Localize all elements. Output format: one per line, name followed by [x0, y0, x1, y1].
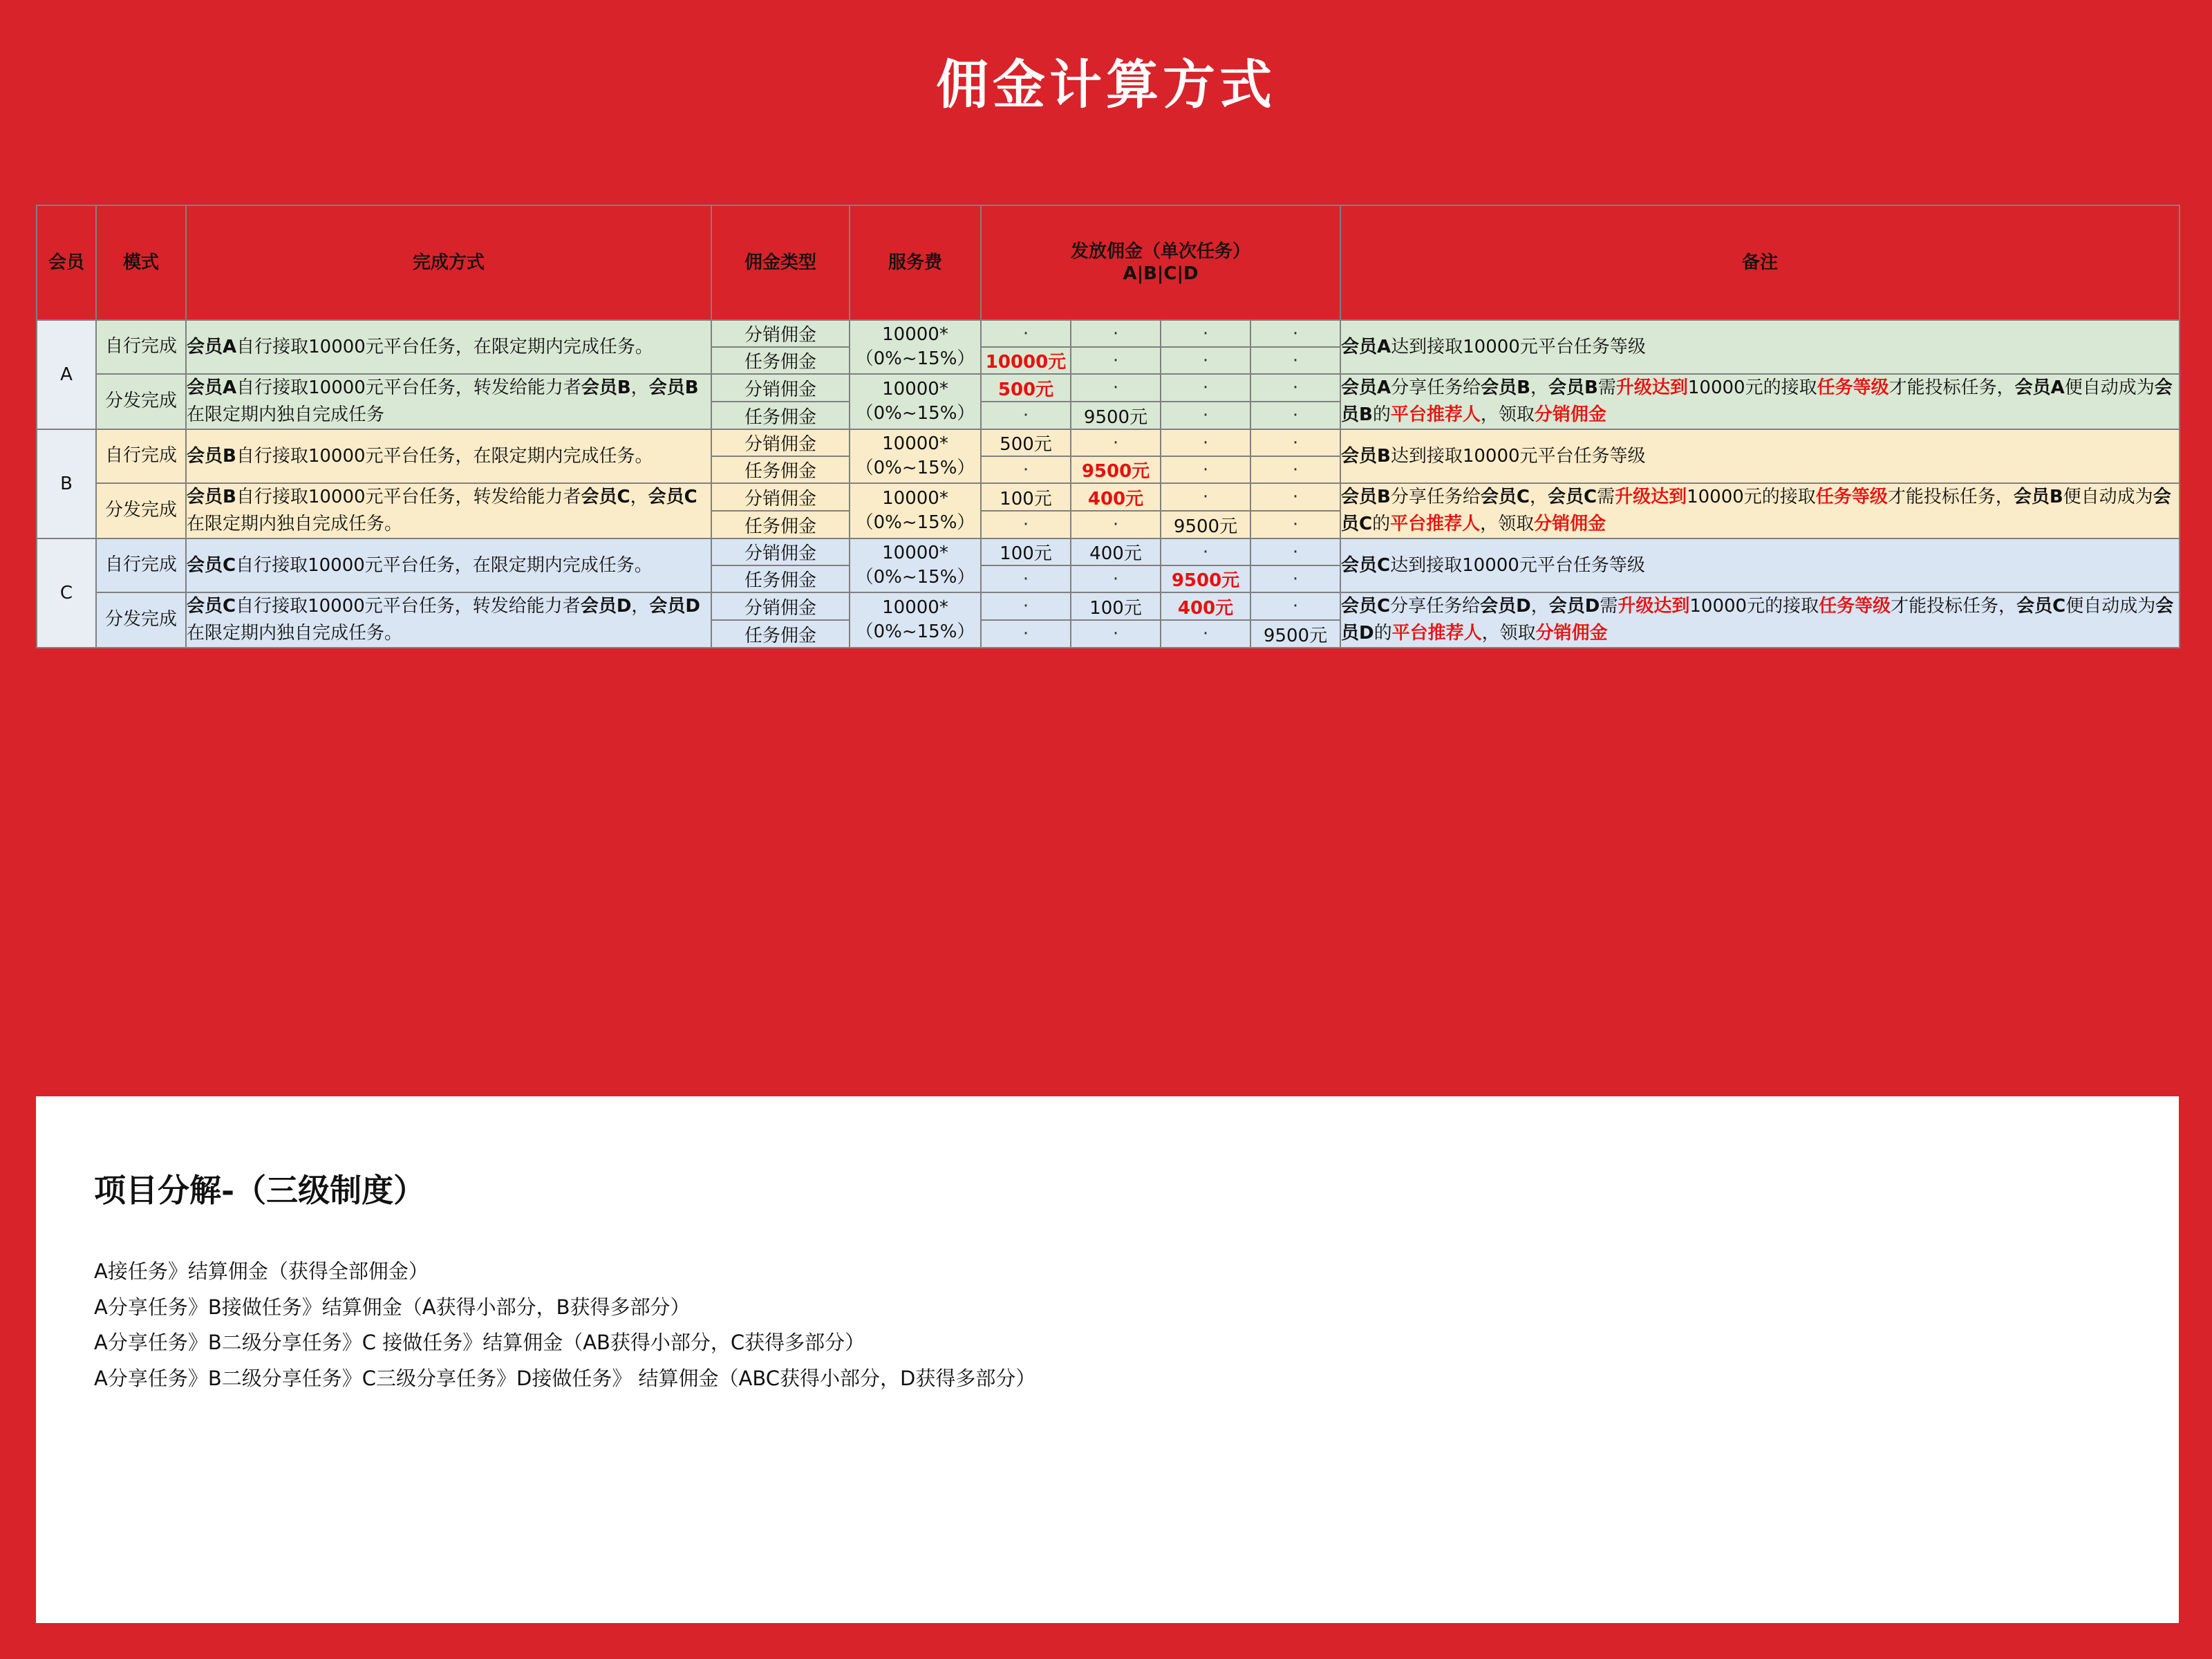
cell-payout-d: · — [1250, 456, 1340, 483]
breakdown-line: A接任务》结算佣金（获得全部佣金） — [94, 1259, 429, 1283]
cell-method: 会员C自行接取10000元平台任务，在限定期内完成任务。 — [186, 538, 711, 592]
cell-mode: 自行完成 — [96, 320, 186, 374]
cell-payout-d: · — [1250, 320, 1340, 347]
cell-commission-type: 分销佣金 — [711, 483, 850, 511]
cell-payout-b: · — [1071, 374, 1161, 402]
cell-payout-a: · — [981, 620, 1071, 648]
cell-mode: 分发完成 — [96, 483, 186, 538]
cell-payout-a: · — [981, 511, 1071, 538]
cell-payout-b: · — [1071, 429, 1161, 456]
cell-payout-a: 10000元 — [981, 347, 1071, 374]
cell-payout-a: · — [981, 592, 1071, 620]
cell-payout-a: 100元 — [981, 538, 1071, 565]
breakdown-line: A分享任务》B二级分享任务》C 接做任务》结算佣金（AB获得小部分，C获得多部分） — [94, 1331, 865, 1355]
table-row — [37, 483, 2180, 511]
header-service-fee: 服务费 — [850, 205, 981, 320]
header-payout-line2: A|B|C|D — [1123, 263, 1199, 284]
cell-payout-b: · — [1071, 320, 1161, 347]
cell-payout-c: · — [1161, 456, 1250, 483]
header-payout — [981, 205, 1340, 320]
cell-commission-type: 任务佣金 — [711, 456, 850, 483]
cell-payout-c: · — [1161, 347, 1250, 374]
header-remark: 备注 — [1340, 205, 2180, 320]
table-row — [37, 320, 2180, 347]
cell-commission-type: 分销佣金 — [711, 592, 850, 620]
cell-service-fee: 10000* （0%~15%） — [850, 592, 981, 648]
cell-payout-d: · — [1250, 483, 1340, 511]
cell-payout-a: · — [981, 320, 1071, 347]
cell-service-fee: 10000* （0%~15%） — [850, 429, 981, 483]
commission-table — [36, 205, 2180, 648]
table-row — [37, 429, 2180, 456]
cell-payout-a: · — [981, 456, 1071, 483]
cell-remark: 会员C分享任务给会员D，会员D需升级达到10000元的接取任务等级才能投标任务，会员C便自动成为会员D的平台推荐人，领取分销佣金 — [1340, 592, 2180, 648]
cell-payout-d: · — [1250, 538, 1340, 565]
breakdown-line: A分享任务》B接做任务》结算佣金（A获得小部分，B获得多部分） — [94, 1295, 691, 1319]
cell-payout-c: · — [1161, 483, 1250, 511]
cell-commission-type: 任务佣金 — [711, 402, 850, 429]
cell-service-fee: 10000* （0%~15%） — [850, 483, 981, 538]
table-row — [37, 374, 2180, 402]
cell-payout-d: · — [1250, 511, 1340, 538]
breakdown-line: A分享任务》B二级分享任务》C三级分享任务》D接做任务》 结算佣金（ABC获得小部分，D获得多部分） — [94, 1366, 1036, 1390]
section-title: 项目分解-（三级制度） — [94, 1172, 426, 1209]
cell-method: 会员A自行接取10000元平台任务，在限定期内完成任务。 — [186, 320, 711, 374]
cell-payout-c: 9500元 — [1161, 565, 1250, 592]
cell-payout-d: · — [1250, 402, 1340, 429]
cell-payout-c: · — [1161, 320, 1250, 347]
breakdown-lines — [94, 1254, 1035, 1396]
cell-payout-c: 9500元 — [1161, 511, 1250, 538]
cell-payout-a: 500元 — [981, 374, 1071, 402]
cell-remark: 会员A达到接取10000元平台任务等级 — [1340, 320, 2180, 374]
cell-remark: 会员B达到接取10000元平台任务等级 — [1340, 429, 2180, 483]
commission-table-wrap — [36, 205, 2179, 648]
cell-mode: 分发完成 — [96, 592, 186, 648]
cell-commission-type: 分销佣金 — [711, 374, 850, 402]
cell-method: 会员B自行接取10000元平台任务，在限定期内完成任务。 — [186, 429, 711, 483]
cell-method: 会员C自行接取10000元平台任务，转发给能力者会员D，会员D在限定期内独自完成任务。 — [186, 592, 711, 648]
cell-payout-b: 100元 — [1071, 592, 1161, 620]
cell-payout-b: 400元 — [1071, 538, 1161, 565]
cell-payout-b: 400元 — [1071, 483, 1161, 511]
cell-payout-c: · — [1161, 374, 1250, 402]
cell-payout-a: · — [981, 402, 1071, 429]
cell-commission-type: 分销佣金 — [711, 429, 850, 456]
cell-payout-d: · — [1250, 429, 1340, 456]
cell-commission-type: 分销佣金 — [711, 320, 850, 347]
cell-payout-c: · — [1161, 402, 1250, 429]
table-row — [37, 538, 2180, 565]
cell-payout-b: · — [1071, 620, 1161, 648]
cell-payout-c: 400元 — [1161, 592, 1250, 620]
cell-remark: 会员A分享任务给会员B，会员B需升级达到10000元的接取任务等级才能投标任务，会员A便自动成为会员B的平台推荐人，领取分销佣金 — [1340, 374, 2180, 429]
cell-member-B: B — [37, 429, 96, 538]
cell-commission-type: 任务佣金 — [711, 511, 850, 538]
cell-commission-type: 任务佣金 — [711, 620, 850, 648]
cell-method: 会员B自行接取10000元平台任务，转发给能力者会员C，会员C在限定期内独自完成任务。 — [186, 483, 711, 538]
cell-payout-d: · — [1250, 374, 1340, 402]
cell-payout-c: · — [1161, 429, 1250, 456]
cell-payout-d: · — [1250, 592, 1340, 620]
header-method: 完成方式 — [186, 205, 711, 320]
cell-payout-b: 9500元 — [1071, 402, 1161, 429]
cell-commission-type: 分销佣金 — [711, 538, 850, 565]
cell-method: 会员A自行接取10000元平台任务，转发给能力者会员B，会员B在限定期内独自完成任务 — [186, 374, 711, 429]
cell-remark: 会员B分享任务给会员C，会员C需升级达到10000元的接取任务等级才能投标任务，会员B便自动成为会员C的平台推荐人，领取分销佣金 — [1340, 483, 2180, 538]
cell-member-C: C — [37, 538, 96, 648]
cell-payout-a: 100元 — [981, 483, 1071, 511]
cell-service-fee: 10000* （0%~15%） — [850, 538, 981, 592]
cell-payout-d: 9500元 — [1250, 620, 1340, 648]
table-body — [37, 320, 2180, 648]
cell-commission-type: 任务佣金 — [711, 347, 850, 374]
cell-payout-b: · — [1071, 565, 1161, 592]
cell-payout-b: · — [1071, 347, 1161, 374]
cell-payout-b: 9500元 — [1071, 456, 1161, 483]
cell-mode: 自行完成 — [96, 538, 186, 592]
cell-service-fee: 10000* （0%~15%） — [850, 320, 981, 374]
cell-service-fee: 10000* （0%~15%） — [850, 374, 981, 429]
table-row — [37, 592, 2180, 620]
cell-payout-a: 500元 — [981, 429, 1071, 456]
cell-mode: 分发完成 — [96, 374, 186, 429]
header-commission-type: 佣金类型 — [711, 205, 850, 320]
cell-commission-type: 任务佣金 — [711, 565, 850, 592]
cell-payout-d: · — [1250, 347, 1340, 374]
header-mode: 模式 — [96, 205, 186, 320]
cell-payout-c: · — [1161, 620, 1250, 648]
table-header — [37, 205, 2180, 320]
cell-remark: 会员C达到接取10000元平台任务等级 — [1340, 538, 2180, 592]
cell-payout-b: · — [1071, 511, 1161, 538]
header-member: 会员 — [37, 205, 96, 320]
cell-member-A: A — [37, 320, 96, 429]
page-title: 佣金计算方式 — [936, 54, 1276, 115]
cell-payout-d: · — [1250, 565, 1340, 592]
header-payout-line1: 发放佣金（单次任务） — [1071, 241, 1251, 262]
cell-payout-c: · — [1161, 538, 1250, 565]
cell-mode: 自行完成 — [96, 429, 186, 483]
cell-payout-a: · — [981, 565, 1071, 592]
bottom-panel — [36, 1096, 2179, 1623]
